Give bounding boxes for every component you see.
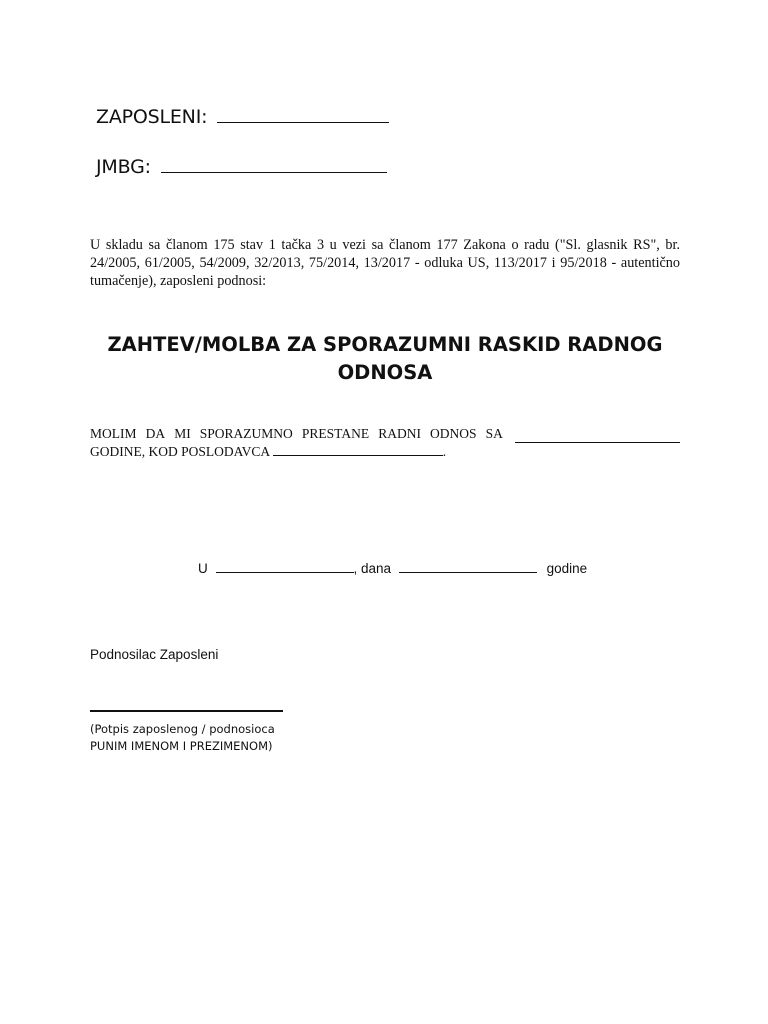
employer-blank[interactable]	[273, 443, 443, 456]
request-word: SA	[485, 426, 503, 441]
date-label: , dana	[353, 561, 392, 576]
request-word: RADNI	[378, 426, 421, 441]
signature-caption-line-2: PUNIM IMENOM I PREZIMENOM)	[90, 739, 273, 753]
place-date-line	[198, 560, 587, 576]
place-prefix: U	[198, 561, 208, 576]
employer-label: GODINE, KOD POSLODAVCA	[90, 444, 270, 459]
title-line-2: ODNOSA	[337, 361, 433, 384]
request-word: SPORAZUMNO	[199, 426, 293, 441]
jmbg-blank[interactable]	[161, 156, 387, 173]
employee-blank[interactable]	[217, 106, 389, 123]
employee-field	[96, 106, 389, 128]
signature-caption	[90, 721, 275, 755]
request-word: ODNOS	[430, 426, 477, 441]
place-blank[interactable]	[216, 560, 354, 573]
signature-line[interactable]	[90, 710, 283, 712]
request-line-2	[90, 443, 680, 461]
legal-basis-paragraph: U skladu sa članom 175 stav 1 tačka 3 u vezi sa članom 177 Zakona o radu ("Sl. glasnik RS", br. 24/2005, 61/2005, 54/2009, 32/2013, 75/2014, 13/2017 - odluka US, 113/2017 i 95/2018 - autentično tumačenje), zaposleni podnosi:	[90, 237, 680, 289]
year-label: godine	[546, 561, 588, 576]
jmbg-field	[96, 156, 387, 178]
title-line-1: ZAHTEV/MOLBA ZA SPORAZUMNI RASKID RADNOG	[107, 333, 663, 356]
date-blank[interactable]	[399, 560, 537, 573]
request-word: DA	[145, 426, 166, 441]
request-word: MOLIM	[90, 426, 137, 441]
request-word: PRESTANE	[301, 426, 370, 441]
jmbg-label: JMBG:	[96, 156, 151, 178]
request-line-1	[90, 425, 680, 443]
employee-label: ZAPOSLENI:	[96, 106, 208, 128]
request-words	[90, 425, 503, 443]
request-period: .	[442, 444, 447, 459]
applicant-label: Podnosilac Zaposleni	[90, 647, 219, 662]
request-word: MI	[174, 426, 191, 441]
end-date-blank[interactable]	[515, 430, 680, 443]
document-title	[90, 331, 680, 387]
request-paragraph	[90, 425, 680, 461]
signature-caption-line-1: (Potpis zaposlenog / podnosioca	[90, 722, 275, 736]
